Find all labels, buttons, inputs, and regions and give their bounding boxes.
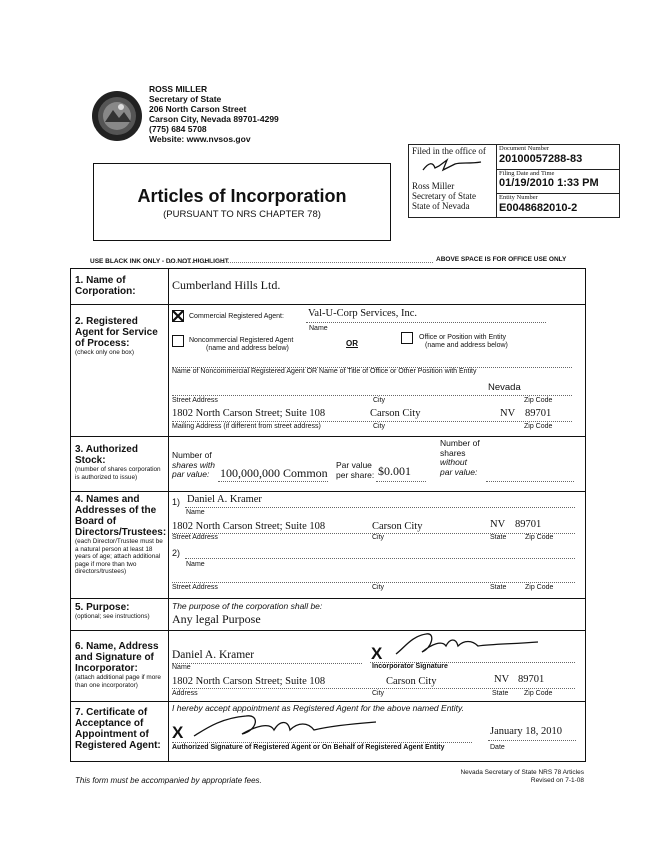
incorporator-name-field[interactable]: Daniel A. Kramer	[172, 649, 255, 661]
zip-code-label: Zip Code	[524, 397, 553, 404]
entity-number-label: Entity Number	[499, 194, 538, 201]
incorporator-zip-field[interactable]: 89701	[518, 674, 545, 685]
section-4-label: 4. Names and Addresses of the Board of Directors/Trustees:	[75, 494, 167, 538]
signer-name: Ross Miller	[412, 181, 455, 191]
commercial-agent-checkbox[interactable]	[172, 310, 184, 322]
director-1-street-label: Street Address	[172, 534, 218, 541]
signer-title: Secretary of State	[412, 191, 476, 201]
director-1-zip-label: Zip Code	[525, 534, 554, 541]
section-3-note: (number of shares corporation is authorized to issue)	[75, 466, 161, 481]
director-2-city-label: City	[372, 584, 385, 591]
mailing-street-field[interactable]: 1802 North Carson Street; Suite 108	[172, 408, 326, 419]
shares-with-par-label-3: par value:	[172, 469, 210, 479]
section-5-label: 5. Purpose:	[75, 602, 130, 613]
agent-signature-date-field[interactable]: January 18, 2010	[490, 726, 563, 737]
noncommercial-agent-checkbox[interactable]	[172, 335, 184, 347]
incorporator-state-field[interactable]: NV	[494, 674, 510, 685]
mailing-city-label: City	[373, 423, 386, 430]
agent-state-field[interactable]: Nevada	[488, 382, 521, 393]
incorporator-state-label: State	[492, 690, 509, 697]
director-2-state-label: State	[490, 584, 507, 591]
agent-date-label: Date	[490, 744, 505, 751]
filing-date-time: 01/19/2010 1:33 PM	[499, 177, 599, 189]
commercial-agent-label: Commercial Registered Agent:	[189, 313, 284, 320]
agent-sig-x: X	[172, 723, 184, 742]
mailing-zip-label: Zip Code	[524, 423, 553, 430]
corporation-name-field[interactable]: Cumberland Hills Ltd.	[172, 278, 281, 292]
director-2-zip-label: Zip Code	[525, 584, 554, 591]
section-7-label: 7. Certificate of Acceptance of Appointment of Registered Agent:	[75, 707, 161, 751]
name-caption: Name	[309, 325, 328, 332]
agent-name-line-label: Name of Noncommercial Registered Agent OR Name of Title of Office or Other Position with Entity	[172, 368, 477, 375]
fees-note: This form must be accompanied by appropriate fees.	[75, 776, 262, 785]
filing-date-label: Filing Date and Time	[499, 170, 555, 177]
office-position-label: Office or Position with Entity	[419, 334, 507, 341]
director-1-street-field[interactable]: 1802 North Carson Street; Suite 108	[172, 521, 326, 532]
revision-note-1: Nevada Secretary of State NRS 78 Articles	[460, 769, 584, 776]
incorporator-address-label: Address	[172, 690, 198, 697]
director-1-city-field[interactable]: Carson City	[372, 521, 423, 532]
secretary-name: ROSS MILLER	[149, 84, 208, 94]
incorporator-zip-label: Zip Code	[524, 690, 553, 697]
director-2-number: 2)	[172, 548, 181, 558]
secretary-signature-image	[421, 158, 485, 179]
document-number: 20100057288-83	[499, 153, 583, 165]
par-value-label-2: per share:	[336, 469, 375, 480]
header-address-2: Carson City, Nevada 89701-4299	[149, 114, 279, 124]
section-1-label: 1. Name of Corporation:	[75, 275, 136, 297]
revision-note-2: Revised on 7-1-08	[530, 777, 584, 784]
or-separator: OR	[346, 339, 358, 348]
mailing-address-label: Mailing Address (if different from street address)	[172, 423, 321, 430]
director-1-name-field[interactable]: Daniel A. Kramer	[187, 494, 262, 505]
incorporator-signature-label: Incorporator Signature	[372, 663, 448, 670]
office-use-note: ABOVE SPACE IS FOR OFFICE USE ONLY	[436, 256, 567, 263]
director-1-zip-field[interactable]: 89701	[515, 519, 542, 530]
incorporator-signature-image	[392, 630, 542, 665]
mailing-city-field[interactable]: Carson City	[370, 408, 421, 419]
shares-with-par-field[interactable]: 100,000,000 Common	[220, 466, 328, 480]
filed-in-office-label: Filed in the office of	[412, 146, 486, 156]
section-4-note: (each Director/Trustee must be a natural person at least 18 years of age; attach additional page if more than two directors/trustees)	[75, 538, 163, 575]
signer-state: State of Nevada	[412, 201, 470, 211]
section-2-label: 2. Registered Agent for Service of Process:	[75, 316, 158, 349]
shares-with-par-label-2: shares with	[172, 459, 215, 470]
purpose-field[interactable]: Any legal Purpose	[172, 612, 261, 626]
director-1-name-caption: Name	[186, 509, 205, 516]
section-2-note: (check only one box)	[75, 349, 134, 356]
par-value-label-1: Par value	[336, 460, 372, 470]
director-1-number: 1)	[172, 497, 181, 507]
director-1-city-label: City	[372, 534, 385, 541]
section-6-note: (attach additional page if more than one incorporator)	[75, 674, 161, 689]
mailing-state-field[interactable]: NV	[500, 408, 516, 419]
section-5-note: (optional; see instructions)	[75, 613, 150, 620]
agent-signature-label: Authorized Signature of Registered Agent or On Behalf of Registered Agent Entity	[172, 744, 445, 751]
filing-stamp-box	[408, 144, 620, 218]
shares-without-par-label-2: shares	[440, 447, 466, 458]
director-1-state-field[interactable]: NV	[490, 519, 506, 530]
header-phone: (775) 684 5708	[149, 124, 207, 134]
incorporator-name-caption: Name	[172, 664, 191, 671]
shares-without-par-label-4: par value:	[440, 466, 478, 477]
incorporator-sig-x: X	[371, 644, 383, 663]
street-address-label: Street Address	[172, 397, 218, 404]
incorporator-city-label: City	[372, 690, 385, 697]
form-title: Articles of Incorporation	[137, 186, 347, 206]
shares-without-par-label-1: Number of	[440, 438, 480, 448]
shares-with-par-label-1: Number of	[172, 450, 212, 460]
document-number-label: Document Number	[499, 145, 550, 152]
header-address-1: 206 North Carson Street	[149, 104, 247, 114]
director-1-state-label: State	[490, 534, 507, 541]
noncommercial-agent-label: Noncommercial Registered Agent	[189, 337, 294, 344]
title-box	[93, 163, 391, 241]
director-2-street-label: Street Address	[172, 584, 218, 591]
mailing-zip-field[interactable]: 89701	[525, 408, 552, 419]
commercial-agent-name-field[interactable]: Val-U-Corp Services, Inc.	[308, 308, 418, 319]
secretary-title: Secretary of State	[149, 94, 222, 104]
par-value-field[interactable]: $0.001	[378, 464, 411, 478]
form-subtitle: (PURSUANT TO NRS CHAPTER 78)	[163, 209, 321, 220]
section-3-label: 3. Authorized Stock:	[75, 444, 138, 466]
nevada-state-seal	[91, 90, 143, 142]
incorporator-street-field[interactable]: 1802 North Carson Street; Suite 108	[172, 676, 326, 687]
city-label: City	[373, 397, 386, 404]
ink-instruction: USE BLACK INK ONLY - DO NOT HIGHLIGHT	[90, 258, 229, 265]
incorporator-city-field[interactable]: Carson City	[386, 676, 437, 687]
noncommercial-agent-note: (name and address below)	[206, 345, 289, 352]
shares-without-par-label-3: without	[440, 457, 467, 467]
office-position-checkbox[interactable]	[401, 332, 413, 344]
header-website: Website: www.nvsos.gov	[149, 134, 251, 144]
purpose-caption: The purpose of the corporation shall be:	[172, 601, 323, 611]
entity-number: E0048682010-2	[499, 202, 578, 214]
director-2-name-caption: Name	[186, 561, 205, 568]
acceptance-statement: I hereby accept appointment as Registered Agent for the above named Entity.	[172, 703, 465, 713]
section-6-label: 6. Name, Address and Signature of Incorporator:	[75, 641, 159, 674]
office-position-note: (name and address below)	[425, 342, 508, 349]
